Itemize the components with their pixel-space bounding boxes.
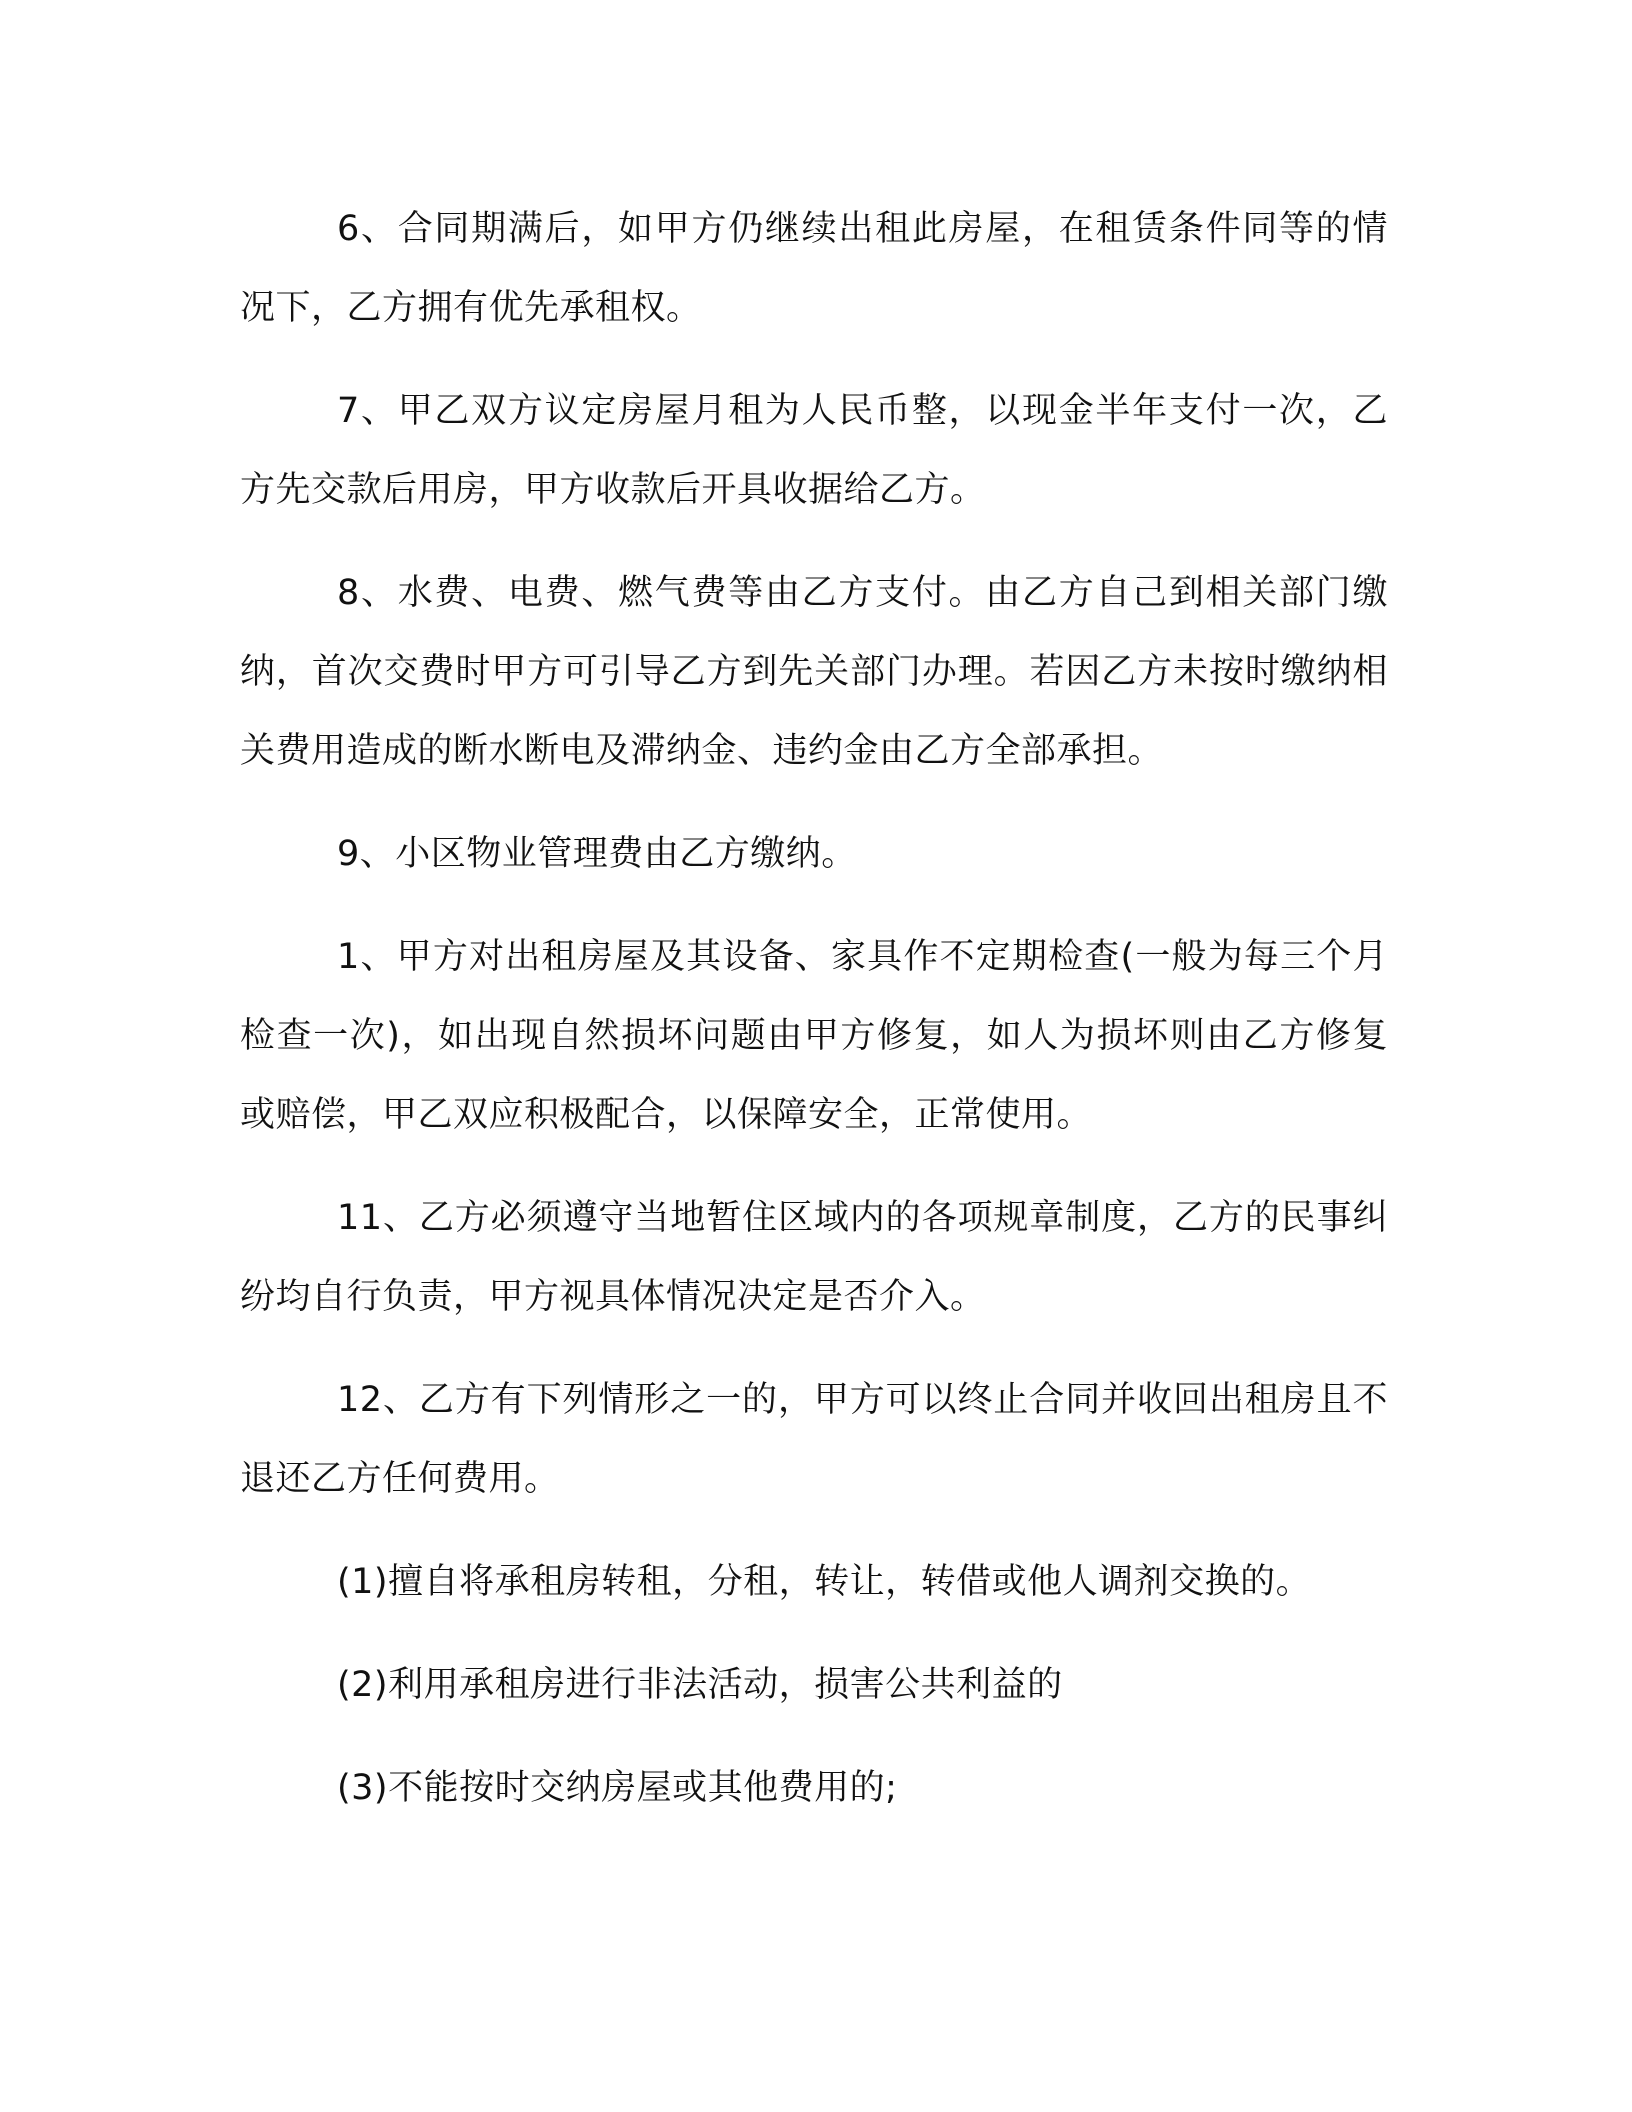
clause-12-item-3: (3)不能按时交纳房屋或其他费用的;	[337, 1768, 898, 1808]
clause-10: 1、甲方对出租房屋及其设备、家具作不定期检查(一般为每三个月检查一次)，如出现自然损坏问题由甲方修复，如人为损坏则由乙方修复或赔偿，甲乙双应积极配合，以保障安全，正常使用。	[240, 937, 1388, 1135]
clause-12: 12、乙方有下列情形之一的，甲方可以终止合同并收回出租房且不退还乙方任何费用。	[240, 1380, 1388, 1499]
clause-6: 6、合同期满后，如甲方仍继续出租此房屋，在租赁条件同等的情况下，乙方拥有优先承租权。	[240, 209, 1388, 328]
clause-11: 11、乙方必须遵守当地暂住区域内的各项规章制度，乙方的民事纠纷均自行负责，甲方视具体情况决定是否介入。	[240, 1198, 1388, 1317]
clause-8: 8、水费、电费、燃气费等由乙方支付。由乙方自己到相关部门缴纳，首次交费时甲方可引导乙方到先关部门办理。若因乙方未按时缴纳相关费用造成的断水断电及滞纳金、违约金由乙方全部承担。	[240, 573, 1388, 771]
clause-9: 9、小区物业管理费由乙方缴纳。	[337, 834, 857, 874]
clause-7: 7、甲乙双方议定房屋月租为人民币整，以现金半年支付一次，乙方先交款后用房，甲方收款后开具收据给乙方。	[240, 391, 1388, 510]
document-body	[240, 190, 1388, 1852]
clause-12-item-2: (2)利用承租房进行非法活动，损害公共利益的	[337, 1665, 1063, 1705]
clause-12-item-1: (1)擅自将承租房转租，分租，转让，转借或他人调剂交换的。	[337, 1562, 1312, 1602]
